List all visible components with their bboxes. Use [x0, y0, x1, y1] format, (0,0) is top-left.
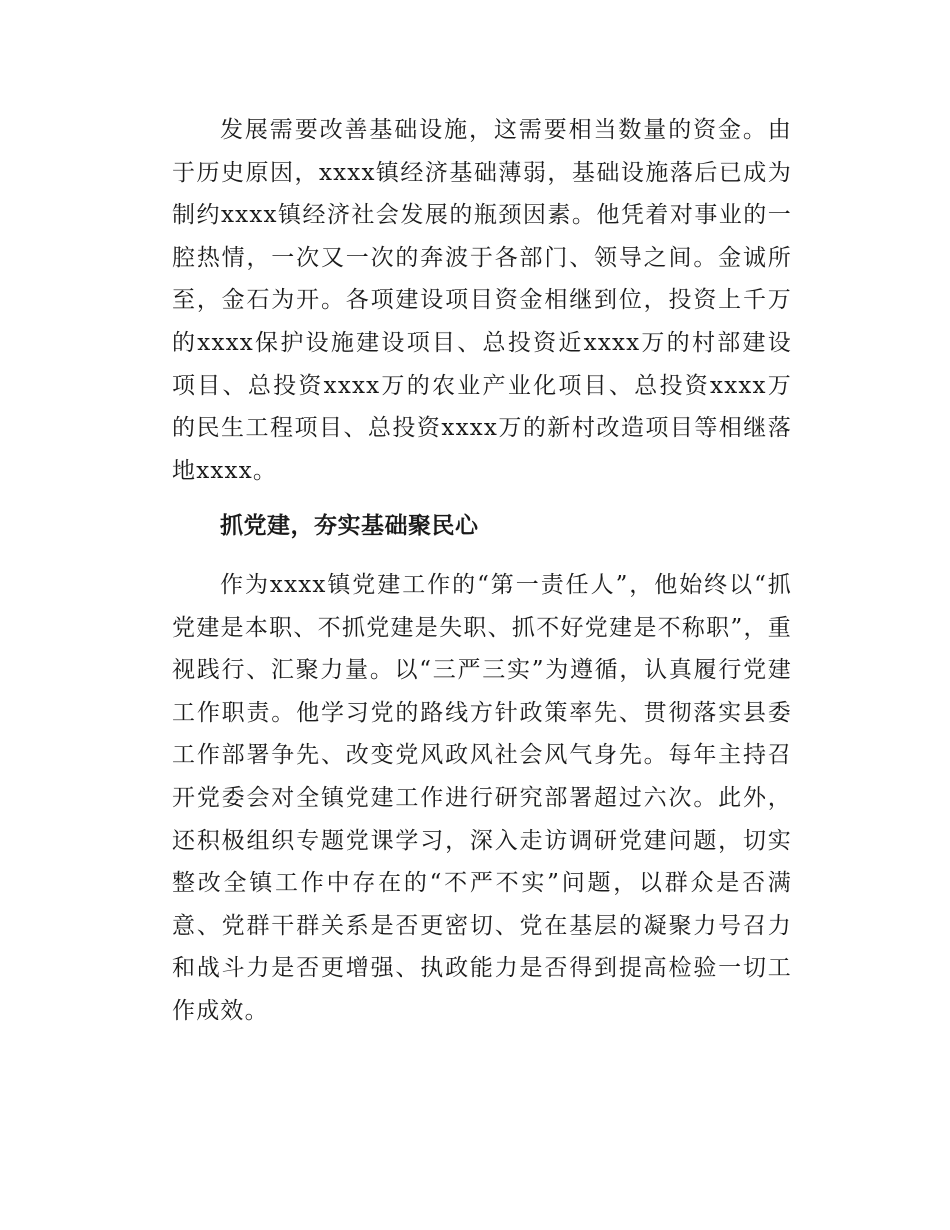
- paragraph-party-building: 作为xxxx镇党建工作的“第一责任人”，他始终以“抓党建是本职、不抓党建是失职、抓不好党建是不称职”，重视践行、汇聚力量。以“三严三实”为遵循，认真履行党建工作职责。他学习党的路线方针政策率先、贯彻落实县委工作部署争先、改变党风政风社会风气身先。每年主持召开党委会对全镇党建工作进行研究部署超过六次。此外，还积极组织专题党课学习，深入走访调研党建问题，切实整改全镇工作中存在的“不严不实”问题，以群众是否满意、党群干群关系是否更密切、党在基层的凝聚力号召力和战斗力是否更增强、执政能力是否得到提高检验一切工作成效。: [172, 572, 792, 1024]
- paragraph-infrastructure-funding: 发展需要改善基础设施，这需要相当数量的资金。由于历史原因，xxxx镇经济基础薄弱，基础设施落后已成为制约xxxx镇经济社会发展的瓶颈因素。他凭着对事业的一腔热情，一次又一次的奔波于各部门、领导之间。金诚所至，金石为开。各项建设项目资金相继到位，投资上千万的xxxx保护设施建设项目、总投资近xxxx万的村部建设项目、总投资xxxx万的农业产业化项目、总投资xxxx万的民生工程项目、总投资xxxx万的新村改造项目等相继落地xxxx。: [172, 117, 792, 484]
- section-heading-party-building: 抓党建，夯实基础聚民心: [220, 513, 479, 539]
